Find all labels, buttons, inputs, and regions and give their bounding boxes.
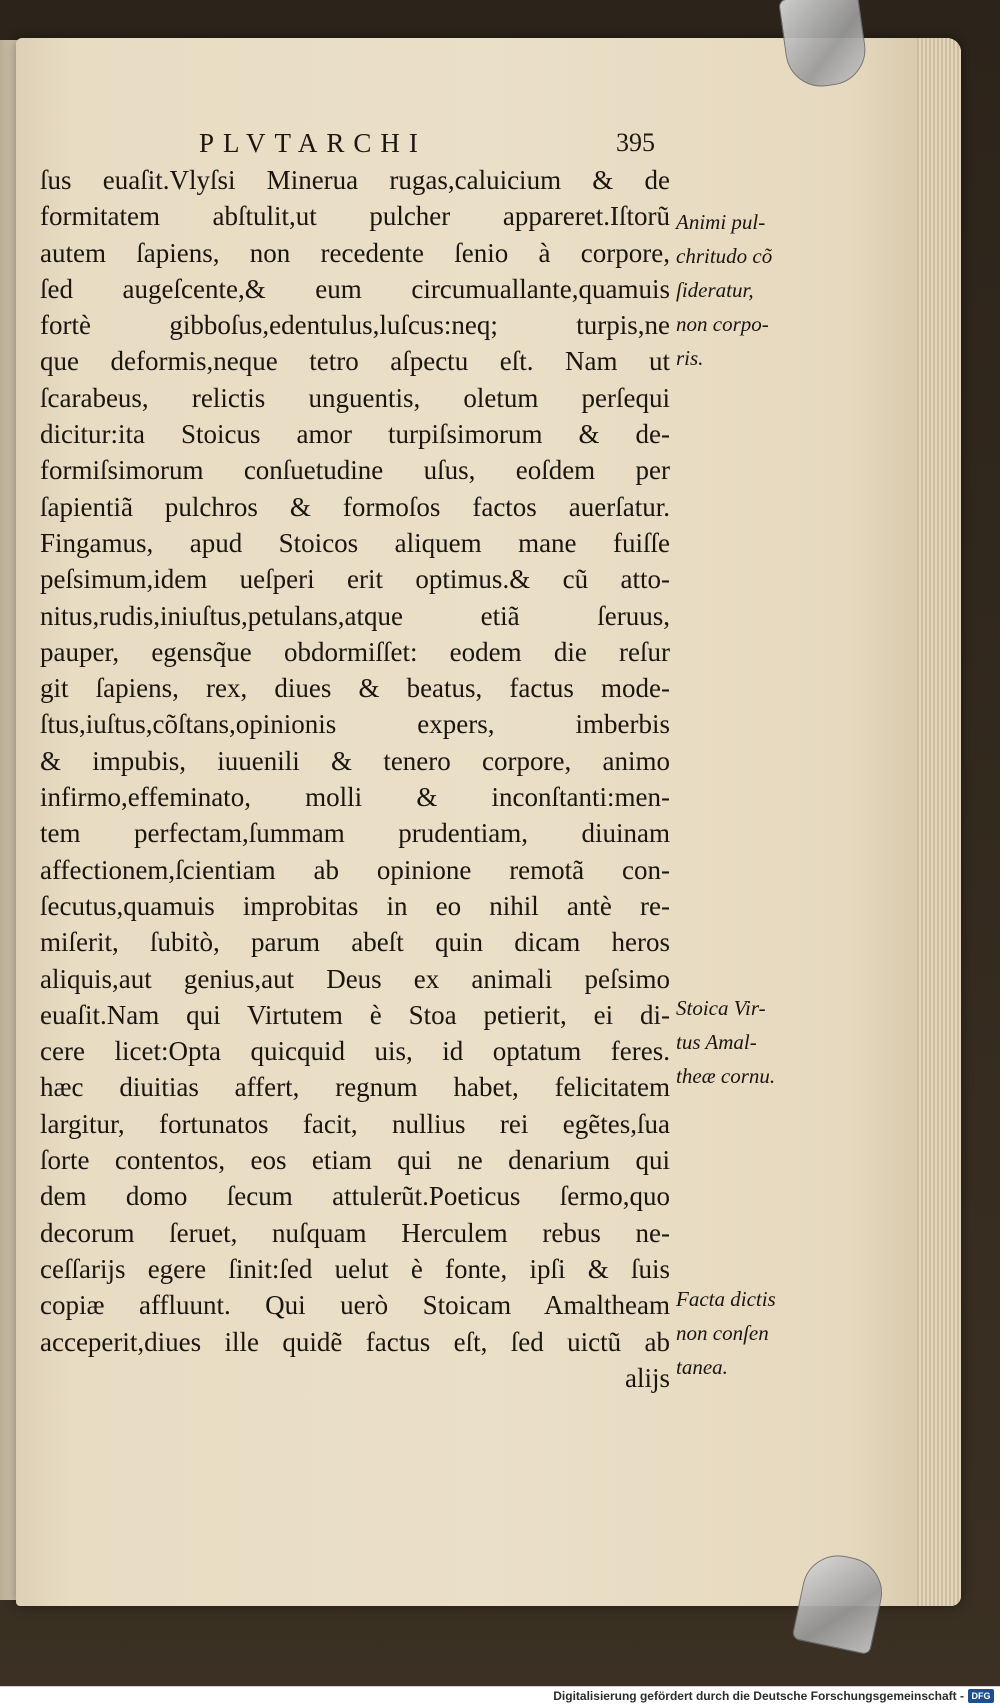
text-line: aliquis,aut genius,aut Deus ex animali peſsimo xyxy=(40,963,670,994)
text-line: copiæ affluunt. Qui uerò Stoicam Amaltheam xyxy=(40,1290,670,1321)
running-head: PLVTARCHI xyxy=(199,128,427,158)
text-line: nitus,rudis,iniuſtus,petulans,atque etiã ſeruus, xyxy=(40,600,670,631)
marginal-note-animi xyxy=(676,205,806,375)
text-line: miſerit, ſubitò, parum abeſt quin dicam heros xyxy=(40,927,670,958)
text-line: cere licet:Opta quicquid uis, id optatum feres. xyxy=(40,1036,670,1067)
marginal-line: chritudo cõ xyxy=(676,244,773,268)
text-line: & impubis, iuuenili & tenero corpore, animo xyxy=(40,745,670,776)
marginal-line: ſideratur, xyxy=(676,278,754,302)
text-line: euaſit.Nam qui Virtutem è Stoa petierit, ei di- xyxy=(40,999,670,1030)
marginal-line: tus Amal- xyxy=(676,1030,757,1054)
marginal-line: theæ cornu. xyxy=(676,1064,776,1088)
text-line: ceſſarijs egere ſinit:ſed uelut è fonte, ipſi & ſuis xyxy=(40,1253,670,1284)
text-line: pauper, egensq̃ue obdormiſſet: eodem die reſur xyxy=(40,636,670,667)
text-line: git ſapiens, rex, diues & beatus, factus mode- xyxy=(40,673,670,704)
text-line: fortè gibboſus,edentulus,luſcus:neq; turpis,ne xyxy=(40,310,670,341)
text-line: dem domo ſecum attulerũt.Poeticus ſermo,quo xyxy=(40,1181,670,1212)
page-number: 395 xyxy=(616,128,655,157)
text-line: ſapientiã pulchros & formoſos factos auerſatur. xyxy=(40,491,670,522)
text-line: ſed augeſcente,& eum circumuallante,quamuis xyxy=(40,273,670,304)
marginal-line: tanea. xyxy=(676,1355,728,1379)
marginal-line: non corpo- xyxy=(676,312,769,336)
text-line: acceperit,diues ille quidẽ factus eſt, ſed uictũ ab xyxy=(40,1326,670,1357)
marginal-line: ris. xyxy=(676,346,704,370)
text-line: que deformis,neque tetro aſpectu eſt. Nam ut xyxy=(40,346,670,377)
text-line: ſus euaſit.Vlyſsi Minerua rugas,caluicium & de xyxy=(40,165,670,195)
text-line: infirmo,effeminato, molli & inconſtanti:men- xyxy=(40,782,670,813)
text-line: autem ſapiens, non recedente ſenio à corpore, xyxy=(40,237,670,268)
funding-credit: Digitalisierung gefördert durch die Deutsche Forschungsgemeinschaft - xyxy=(553,1689,964,1703)
text-line: ſtus,iuſtus,cõſtans,opinionis expers, imberbis xyxy=(40,709,670,740)
text-line: decorum ſeruet, nuſquam Herculem rebus ne- xyxy=(40,1217,670,1248)
text-line: tem perfectam,ſummam prudentiam, diuinam xyxy=(40,818,670,849)
text-line: peſsimum,idem ueſperi erit optimus.& cũ atto- xyxy=(40,564,670,595)
footer-bar xyxy=(0,1686,1000,1706)
marginal-line: non conſen xyxy=(676,1321,769,1345)
marginal-line: Facta dictis xyxy=(676,1287,776,1311)
text-line: Fingamus, apud Stoicos aliquem mane fuiſſe xyxy=(40,527,670,558)
page-stack-edges xyxy=(917,38,961,1606)
text-line-last: aliјs xyxy=(625,1362,670,1393)
text-line: affectionem,ſcientiam ab opinione remotã con- xyxy=(40,854,670,885)
text-line: ſcarabeus, relictis unguentis, oletum perſequi xyxy=(40,382,670,413)
text-line: largitur, fortunatos facit, nullius rei egẽtes,ſua xyxy=(40,1108,670,1139)
marginal-note-facta xyxy=(676,1282,806,1384)
dfg-logo: DFG xyxy=(968,1689,994,1703)
text-line: formitatem abſtulit,ut pulcher appareret.Iſtorũ xyxy=(40,201,670,232)
text-line: ſorte contentos, eos etiam qui ne denarium qui xyxy=(40,1145,670,1176)
text-line: formiſsimorum conſuetudine uſus, eoſdem per xyxy=(40,455,670,486)
text-line: dicitur:ita Stoicus amor turpiſsimorum & de- xyxy=(40,419,670,450)
text-line: hæc diuitias affert, regnum habet, felicitatem xyxy=(40,1072,670,1103)
marginal-note-stoica xyxy=(676,991,806,1093)
body-text xyxy=(40,162,670,1396)
text-line: ſecutus,quamuis improbitas in eo nihil antè re- xyxy=(40,890,670,921)
marginal-line: Animi pul- xyxy=(676,210,766,234)
marginal-line: Stoica Vir- xyxy=(676,996,766,1020)
